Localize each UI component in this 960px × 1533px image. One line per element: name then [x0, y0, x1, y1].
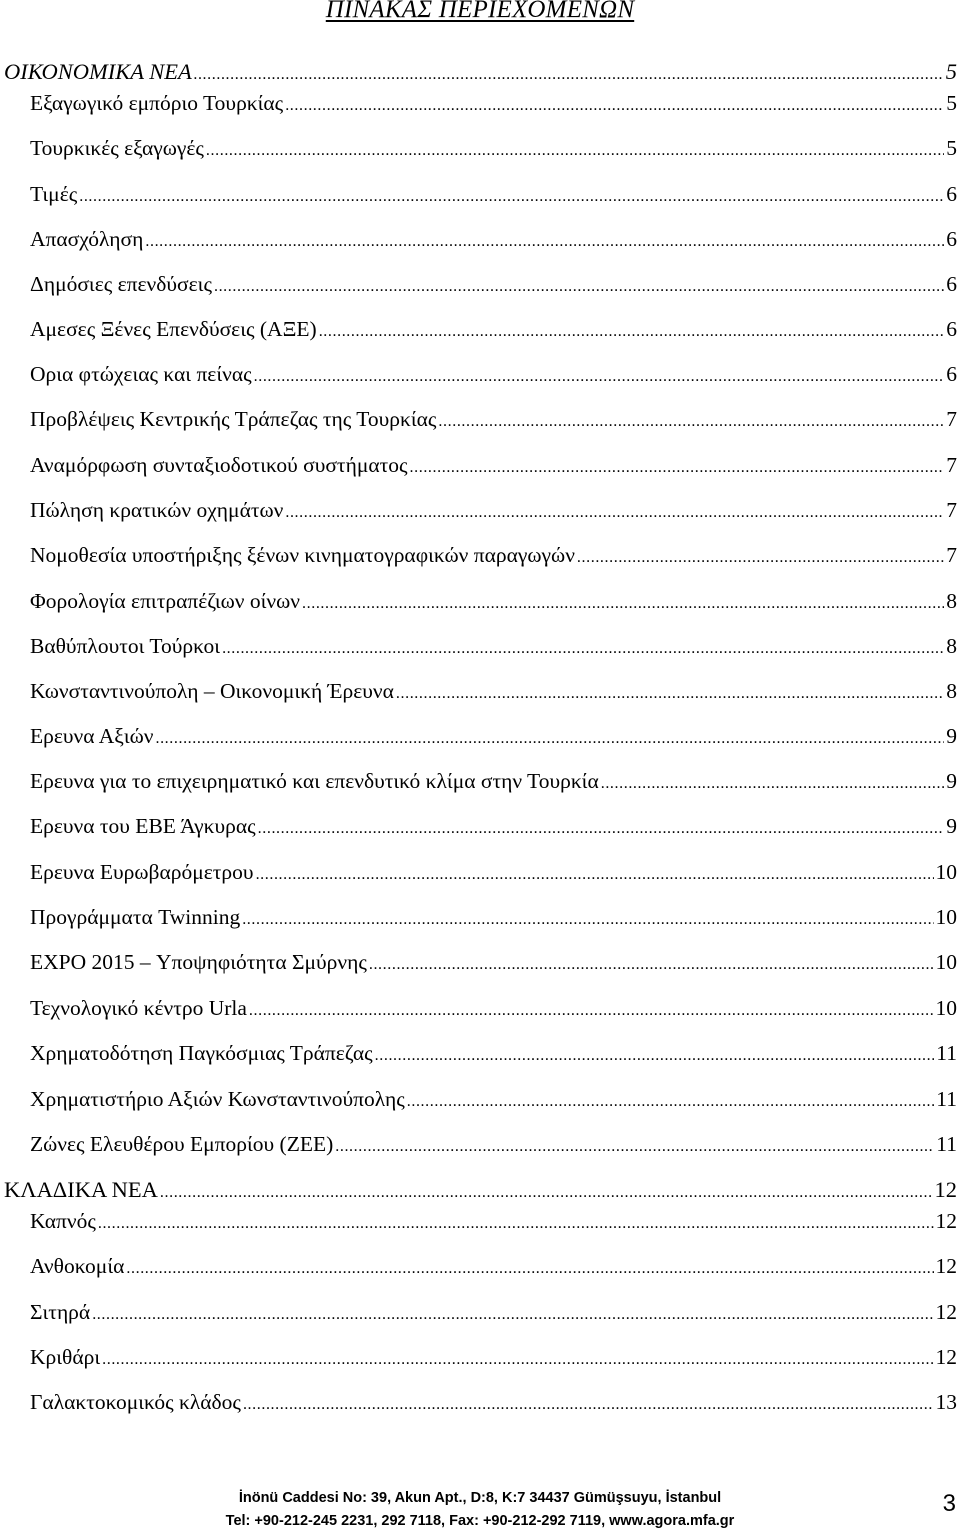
- toc-entry[interactable]: [30, 1388, 957, 1416]
- toc-entry[interactable]: [30, 812, 957, 840]
- toc-entry-label: Κριθάρι: [30, 1345, 101, 1369]
- toc-entry-label: Ερευνα του ΕΒΕ Άγκυρας: [30, 814, 256, 838]
- toc-entry-label: Βαθύπλουτοι Τούρκοι: [30, 634, 221, 658]
- toc-dot-leader: [222, 638, 944, 660]
- toc-entry-page: 9: [946, 769, 957, 793]
- toc-entry[interactable]: [4, 58, 957, 86]
- toc-dot-leader: [206, 140, 944, 162]
- toc-dot-leader: [369, 954, 934, 976]
- toc-entry-label: Κωνσταντινούπολη – Οικονομική Έρευνα: [30, 679, 394, 703]
- toc-entry-page: 6: [946, 317, 957, 341]
- toc-entry-label: Γαλακτοκομικός κλάδος: [30, 1390, 241, 1414]
- toc-dot-leader: [410, 457, 945, 479]
- toc-entry[interactable]: [30, 903, 957, 931]
- toc-dot-leader: [243, 1394, 934, 1416]
- toc-dot-leader: [194, 64, 944, 86]
- toc-entry[interactable]: [30, 1130, 957, 1158]
- toc-entry-label: Αμεσες Ξένες Επενδύσεις (ΑΞΕ): [30, 317, 317, 341]
- toc-entry[interactable]: [4, 1176, 957, 1204]
- toc-entry[interactable]: [30, 948, 957, 976]
- toc-entry-label: Καπνός: [30, 1209, 96, 1233]
- toc-entry[interactable]: [30, 1039, 957, 1067]
- toc-entry[interactable]: [30, 994, 957, 1022]
- toc-entry[interactable]: [30, 541, 957, 569]
- toc-entry[interactable]: [30, 270, 957, 298]
- toc-entry-label: Ερευνα για το επιχειρηματικό και επενδυτικό κλίμα στην Τουρκία: [30, 769, 599, 793]
- toc-entry-page: 8: [946, 589, 957, 613]
- toc-entry[interactable]: [30, 1343, 957, 1371]
- toc-entry-label: Εξαγωγικό εμπόριο Τουρκίας: [30, 91, 284, 115]
- toc-dot-leader: [258, 818, 945, 840]
- toc-entry-page: 7: [946, 498, 957, 522]
- toc-entry-label: Χρηματοδότηση Παγκόσμιας Τράπεζας: [30, 1041, 373, 1065]
- toc-dot-leader: [256, 864, 934, 886]
- toc-entry[interactable]: [30, 1085, 957, 1113]
- toc-entry[interactable]: [30, 587, 957, 615]
- toc-dot-leader: [285, 502, 944, 524]
- toc-entry-page: 6: [946, 182, 957, 206]
- toc-entry-label: Χρηματιστήριο Αξιών Κωνσταντινούπολης: [30, 1087, 405, 1111]
- toc-entry-page: 8: [946, 634, 957, 658]
- toc-dot-leader: [577, 547, 944, 569]
- toc-entry-page: 6: [946, 362, 957, 386]
- toc-dot-leader: [102, 1349, 933, 1371]
- toc-entry-page: 9: [946, 814, 957, 838]
- toc-entry-label: Δημόσιες επενδύσεις: [30, 272, 212, 296]
- toc-dot-leader: [92, 1304, 933, 1326]
- toc-entry-page: 8: [946, 679, 957, 703]
- toc-entry-label: EXPO 2015 – Υποψηφιότητα Σμύρνης: [30, 950, 367, 974]
- toc-entry[interactable]: [30, 767, 957, 795]
- toc-entry[interactable]: [30, 1298, 957, 1326]
- toc-entry[interactable]: [30, 360, 957, 388]
- toc-dot-leader: [214, 276, 944, 298]
- toc-dot-leader: [407, 1091, 935, 1113]
- toc-entry[interactable]: [30, 496, 957, 524]
- toc-entry[interactable]: [30, 677, 957, 705]
- toc-entry[interactable]: [30, 89, 957, 117]
- toc-entry-page: 13: [935, 1390, 957, 1414]
- page-number: 3: [942, 1490, 956, 1517]
- toc-entry[interactable]: [30, 722, 957, 750]
- toc-entry-page: 7: [946, 453, 957, 477]
- toc-entry[interactable]: [30, 632, 957, 660]
- toc-entry[interactable]: [30, 225, 957, 253]
- toc-dot-leader: [335, 1136, 934, 1158]
- toc-entry-label: Ερευνα Ευρωβαρόμετρου: [30, 860, 254, 884]
- toc-dot-leader: [438, 411, 944, 433]
- toc-entry-label: Ανθοκομία: [30, 1254, 125, 1278]
- toc-entry-label: ΟΙΚΟΝΟΜΙΚΑ ΝΕΑ: [4, 59, 192, 84]
- toc-entry-label: Τιμές: [30, 182, 78, 206]
- toc-entry[interactable]: [30, 315, 957, 343]
- toc-entry-page: 10: [935, 996, 957, 1020]
- toc-entry[interactable]: [30, 1252, 957, 1280]
- toc-dot-leader: [396, 683, 944, 705]
- toc-entry-page: 12: [935, 1345, 957, 1369]
- toc-entry-page: 6: [946, 272, 957, 296]
- toc-dot-leader: [98, 1213, 934, 1235]
- toc-entry-page: 12: [935, 1209, 957, 1233]
- toc-entry-label: Ερευνα Αξιών: [30, 724, 154, 748]
- toc-entry-page: 11: [936, 1132, 957, 1156]
- toc-entry-page: 10: [935, 860, 957, 884]
- toc-entry-label: Τεχνολογικό κέντρο Urla: [30, 996, 247, 1020]
- toc-entry-label: Απασχόληση: [30, 227, 144, 251]
- toc-entry-label: Προβλέψεις Κεντρικής Τράπεζας της Τουρκίας: [30, 407, 437, 431]
- toc-dot-leader: [145, 231, 944, 253]
- toc-dot-leader: [249, 1000, 934, 1022]
- toc-entry-label: Αναμόρφωση συνταξιοδοτικού συστήματος: [30, 453, 408, 477]
- toc-entry-label: Νομοθεσία υποστήριξης ξένων κινηματογραφικών παραγωγών: [30, 543, 575, 567]
- toc-entry-page: 12: [935, 1300, 957, 1324]
- toc-entry-page: 11: [936, 1041, 957, 1065]
- toc-entry-label: Τουρκικές εξαγωγές: [30, 136, 204, 160]
- toc-entry-page: 7: [946, 543, 957, 567]
- toc-title: ΠΙΝΑΚΑΣ ΠΕΡΙΕΧΟΜΕΝΩΝ: [325, 0, 635, 23]
- toc-entry-page: 5: [946, 136, 957, 160]
- toc-dot-leader: [285, 95, 944, 117]
- toc-entry[interactable]: [30, 451, 957, 479]
- toc-entry-label: Προγράμματα Twinning: [30, 905, 241, 929]
- toc-entry-label: Σιτηρά: [30, 1300, 91, 1324]
- toc-entry-label: Ζώνες Ελευθέρου Εμπορίου (ΖΕΕ): [30, 1132, 334, 1156]
- toc-entry-page: 9: [946, 724, 957, 748]
- toc-entry-page: 10: [935, 905, 957, 929]
- footer-address: İnönü Caddesi No: 39, Akun Apt., D:8, K:7 34437 Gümüşsuyu, İstanbul: [238, 1490, 722, 1506]
- toc-entry-page: 10: [935, 950, 957, 974]
- toc-entry-label: Ορια φτώχειας και πείνας: [30, 362, 252, 386]
- toc-entry-page: 6: [946, 227, 957, 251]
- footer-contact: Tel: +90-212-245 2231, 292 7118, Fax: +90-212-292 7119, www.agora.mfa.gr: [225, 1513, 735, 1529]
- toc-entry-label: Πώληση κρατικών οχημάτων: [30, 498, 284, 522]
- toc-entry-page: 5: [946, 91, 957, 115]
- toc-dot-leader: [242, 909, 933, 931]
- toc-dot-leader: [254, 366, 945, 388]
- toc-entry-page: 11: [936, 1087, 957, 1111]
- toc-dot-leader: [375, 1045, 935, 1067]
- toc-entry-label: ΚΛΑΔΙΚΑ ΝΕΑ: [4, 1177, 158, 1202]
- toc-entry[interactable]: [30, 180, 957, 208]
- toc-entry[interactable]: [30, 134, 957, 162]
- toc-entry-page: 7: [946, 407, 957, 431]
- toc-entry[interactable]: [30, 858, 957, 886]
- toc-dot-leader: [79, 186, 944, 208]
- toc-entry-page: 5: [945, 59, 957, 84]
- toc-entry[interactable]: [30, 1207, 957, 1235]
- toc-dot-leader: [126, 1258, 933, 1280]
- toc-dot-leader: [319, 321, 945, 343]
- toc-dot-leader: [155, 728, 944, 750]
- toc-dot-leader: [302, 593, 944, 615]
- toc-entry[interactable]: [30, 405, 957, 433]
- toc-entry-page: 12: [935, 1254, 957, 1278]
- toc-dot-leader: [160, 1182, 933, 1204]
- toc-entry-label: Φορολογία επιτραπέζιων οίνων: [30, 589, 301, 613]
- toc-entry-page: 12: [934, 1177, 957, 1202]
- toc-dot-leader: [601, 773, 945, 795]
